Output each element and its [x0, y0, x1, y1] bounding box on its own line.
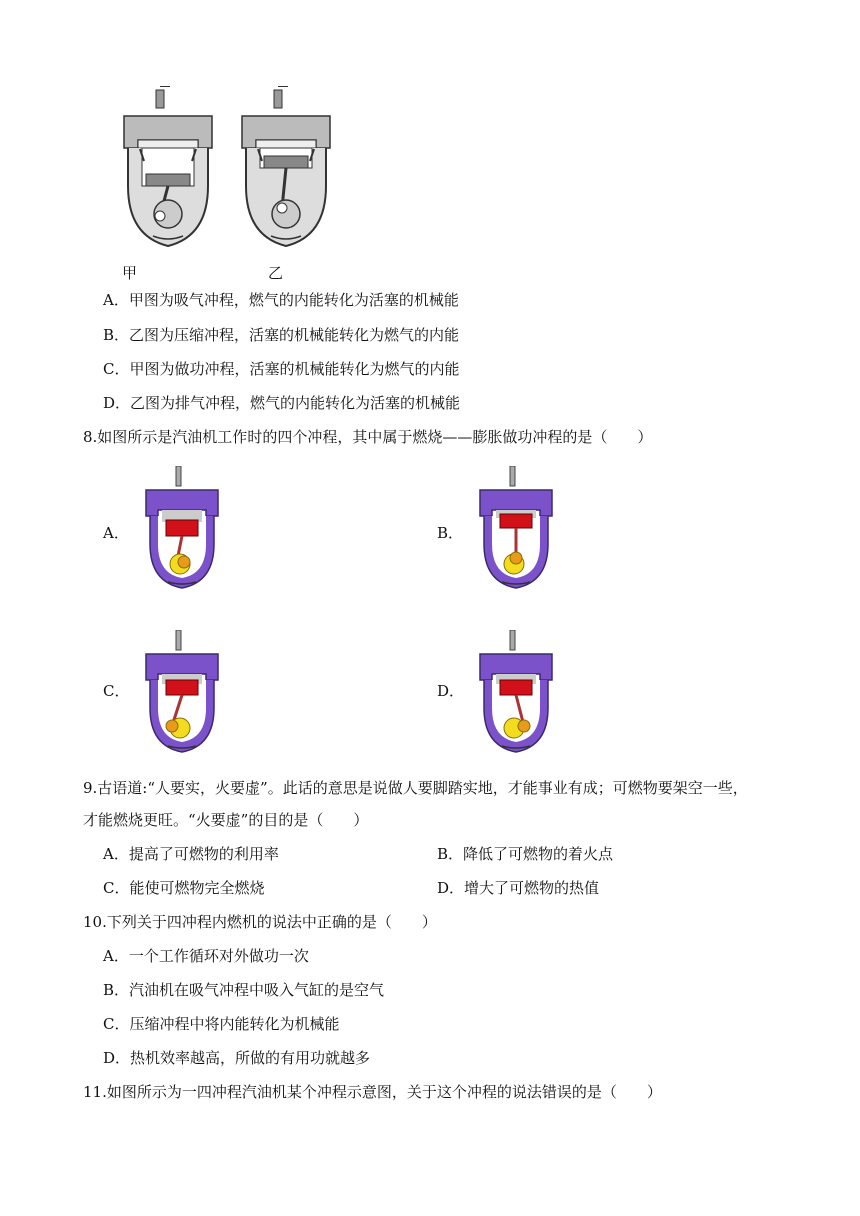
engine-figure-option-d	[476, 630, 556, 756]
engine-figure-option-c	[142, 630, 222, 756]
q7-option-c: C．甲图为做功冲程，活塞的机械能转化为燃气的内能	[103, 360, 460, 378]
q10-option-b: B．汽油机在吸气冲程中吸入气缸的是空气	[103, 981, 385, 999]
q9-stem-line1: 9.古语道:“人要实，火要虚”。此话的意思是说做人要脚踏实地，才能事业有成；可燃物要架空一些，	[83, 779, 748, 797]
engine-figure-jia	[118, 86, 218, 258]
q8-option-c-letter: C．	[103, 682, 130, 700]
q10-stem: 10.下列关于四冲程内燃机的说法中正确的是（ ）	[83, 913, 437, 931]
q10-option-c: C．压缩冲程中将内能转化为机械能	[103, 1015, 340, 1033]
q7-option-b: B．乙图为压缩冲程，活塞的机械能转化为燃气的内能	[103, 326, 460, 344]
q9-option-b: B．降低了可燃物的着火点	[437, 845, 614, 863]
q10-option-a: A．一个工作循环对外做功一次	[103, 947, 309, 965]
figure-label-jia: 甲	[122, 264, 138, 282]
q7-option-a: A．甲图为吸气冲程，燃气的内能转化为活塞的机械能	[103, 291, 459, 309]
q9-option-c: C．能使可燃物完全燃烧	[103, 879, 265, 897]
q8-option-a-letter: A．	[103, 524, 129, 542]
figure-label-yi: 乙	[268, 264, 284, 282]
engine-figure-yi	[236, 86, 336, 258]
q9-stem-line2: 才能燃烧更旺。“火要虚”的目的是（ ）	[83, 811, 369, 829]
q8-option-b-letter: B．	[437, 524, 464, 542]
q11-stem: 11.如图所示为一四冲程汽油机某个冲程示意图，关于这个冲程的说法错误的是（ ）	[83, 1083, 662, 1101]
engine-figure-option-b	[476, 466, 556, 592]
engine-figure-option-a	[142, 466, 222, 592]
q8-stem: 8.如图所示是汽油机工作时的四个冲程，其中属于燃烧——膨胀做功冲程的是（ ）	[83, 428, 653, 446]
q9-option-d: D．增大了可燃物的热值	[437, 879, 600, 897]
q8-option-d-letter: D．	[437, 682, 465, 700]
q10-option-d: D．热机效率越高，所做的有用功就越多	[103, 1049, 371, 1067]
q7-option-d: D．乙图为排气冲程，燃气的内能转化为活塞的机械能	[103, 394, 461, 412]
q9-option-a: A．提高了可燃物的利用率	[103, 845, 279, 863]
